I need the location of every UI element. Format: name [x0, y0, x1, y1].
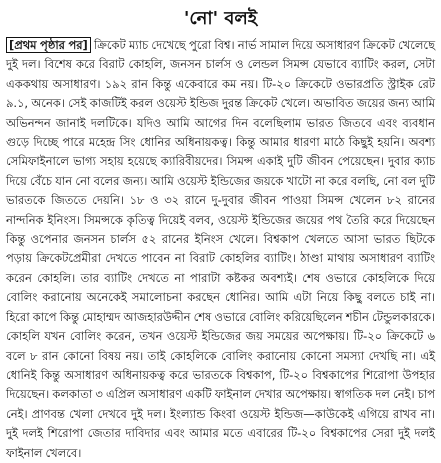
article-body-text: ক্রিকেট ম্যাচ দেখেছে পুরো বিশ্ব। নার্ভ সামাল দিয়ে অসাধারণ ক্রিকেট খেলেছে দুই দল। বিশেষ করে বিরাট কোহলি, জনসন চার্লস ও লেন্ডল সিমন্স যেভাবে ব্যাটিং করল, সেটা এককথায় অসাধারণ। ১৯২ রান কিন্তু একেবারে কম নয়। টি-২০ ক্রিকেটে ওভারপ্রতি স্ট্রাইক রেট ৯.১, অনেক। সেই কাজটিই করল ওয়েস্ট ইন্ডিজ দুরন্ত ক্রিকেট খেলে। অভাবিত জয়ের জন্য আমি অভিনন্দন জানাই দলটিকে। যদিও আমি আগের দিন বলেছিলাম ভারত জিতবে এবং ব্যবধান গুড়ে দিচ্ছে পারে মহেন্দ্র সিং ধোনির অধিনায়কত্ব। কিন্তু আমার ধারণা মাঠে কিছুই হয়নি। অবশ্য সেমিফাইনালে ভাগ্য সহায় হয়েছে ক্যারিবীয়দের। সিমন্স একাই দুটি জীবন পেয়েছেন। দুবার ক্যাচ দিয়ে বেঁচে যান নো বলের জন্য। আমি ওয়েস্ট ইন্ডিজের জয়কে খাটো না করে বলছি, নো বল দুটি ভারতকে জিততে দেয়নি। ১৮ ও ৩২ রানে দু-দুবার জীবন পাওয়া সিমন্স খেলেন ৮২ রানের নান্দনিক ইনিংস। সিমন্সকে কৃতিত্ব দিয়েই বলব, ওয়েস্ট ইন্ডিজের জয়ের পথ তৈরি করে দিয়েছেন কিন্তু ওপেনার জনসন চার্লস ৫২ রানের ইনিংস খেলে। বিশ্বকাপ খেলতে আসা ভারত ছিটকে পড়ায় ক্রিকেটপ্রেমীরা দেখতে পাবেন না বিরাট কোহলির ব্যাটিং। ঠাণ্ডা মাথায় অসাধারণ ব্যাটিং করেন কোহলি। তার ব্যাটিং দেখতে না পারাটা কষ্টকর অবশ্যই। শেষ ওভারে কোহলিকে দিয়ে বোলিং করানোয় অনেকেই সমালোচনা করছেন ধোনির। আমি এটা নিয়ে কিছু বলতে চাই না। হিরো কাপে কিন্তু মোহাম্মদ আজহারউদ্দীন শেষ ওভারে বোলিং করিয়েছিলেন শচীন টেন্ডুলকারকে। কোহলি যখন বোলিং করেন, তখন ওয়েস্ট ইন্ডিজের জয় সময়ের অপেক্ষায়। টি-২০ ক্রিকেটে ৬ বলে ৮ রান কোনো বিষয় নয়। তাই কোহলিকে বোলিং করানোয় কোনো সমস্যা দেখছি না। এই ধোনিই কিন্তু অসাধারণ অধিনায়কত্ব করে ভারতকে বিশ্বকাপ, টি-২০ বিশ্বকাপের শিরোপা উপহার দিয়েছেন। কলকাতা ৩ এপ্রিল অসাধারণ একটি ফাইনাল দেখার অপেক্ষায়। স্বাগতিক দল নেই। চাপ নেই। প্রাণবন্ত খেলা দেখবে দুই দল। ইংল্যান্ড কিংবা ওয়েস্ট ইন্ডিজ—কাউকেই এগিয়ে রাখব না। দুই দলই শিরোপা জেতার দাবিদার এবং আমার মতে এবারের টি-২০ বিশ্বকাপের সেরা দুই দলই ফাইনাল খেলবে।	[6, 38, 435, 460]
continuation-label: [প্রথম পৃষ্ঠার পর]	[6, 37, 91, 53]
article-headline: 'নো' বলই	[183, 8, 258, 29]
article-body	[6, 36, 435, 463]
news-article	[6, 6, 435, 460]
